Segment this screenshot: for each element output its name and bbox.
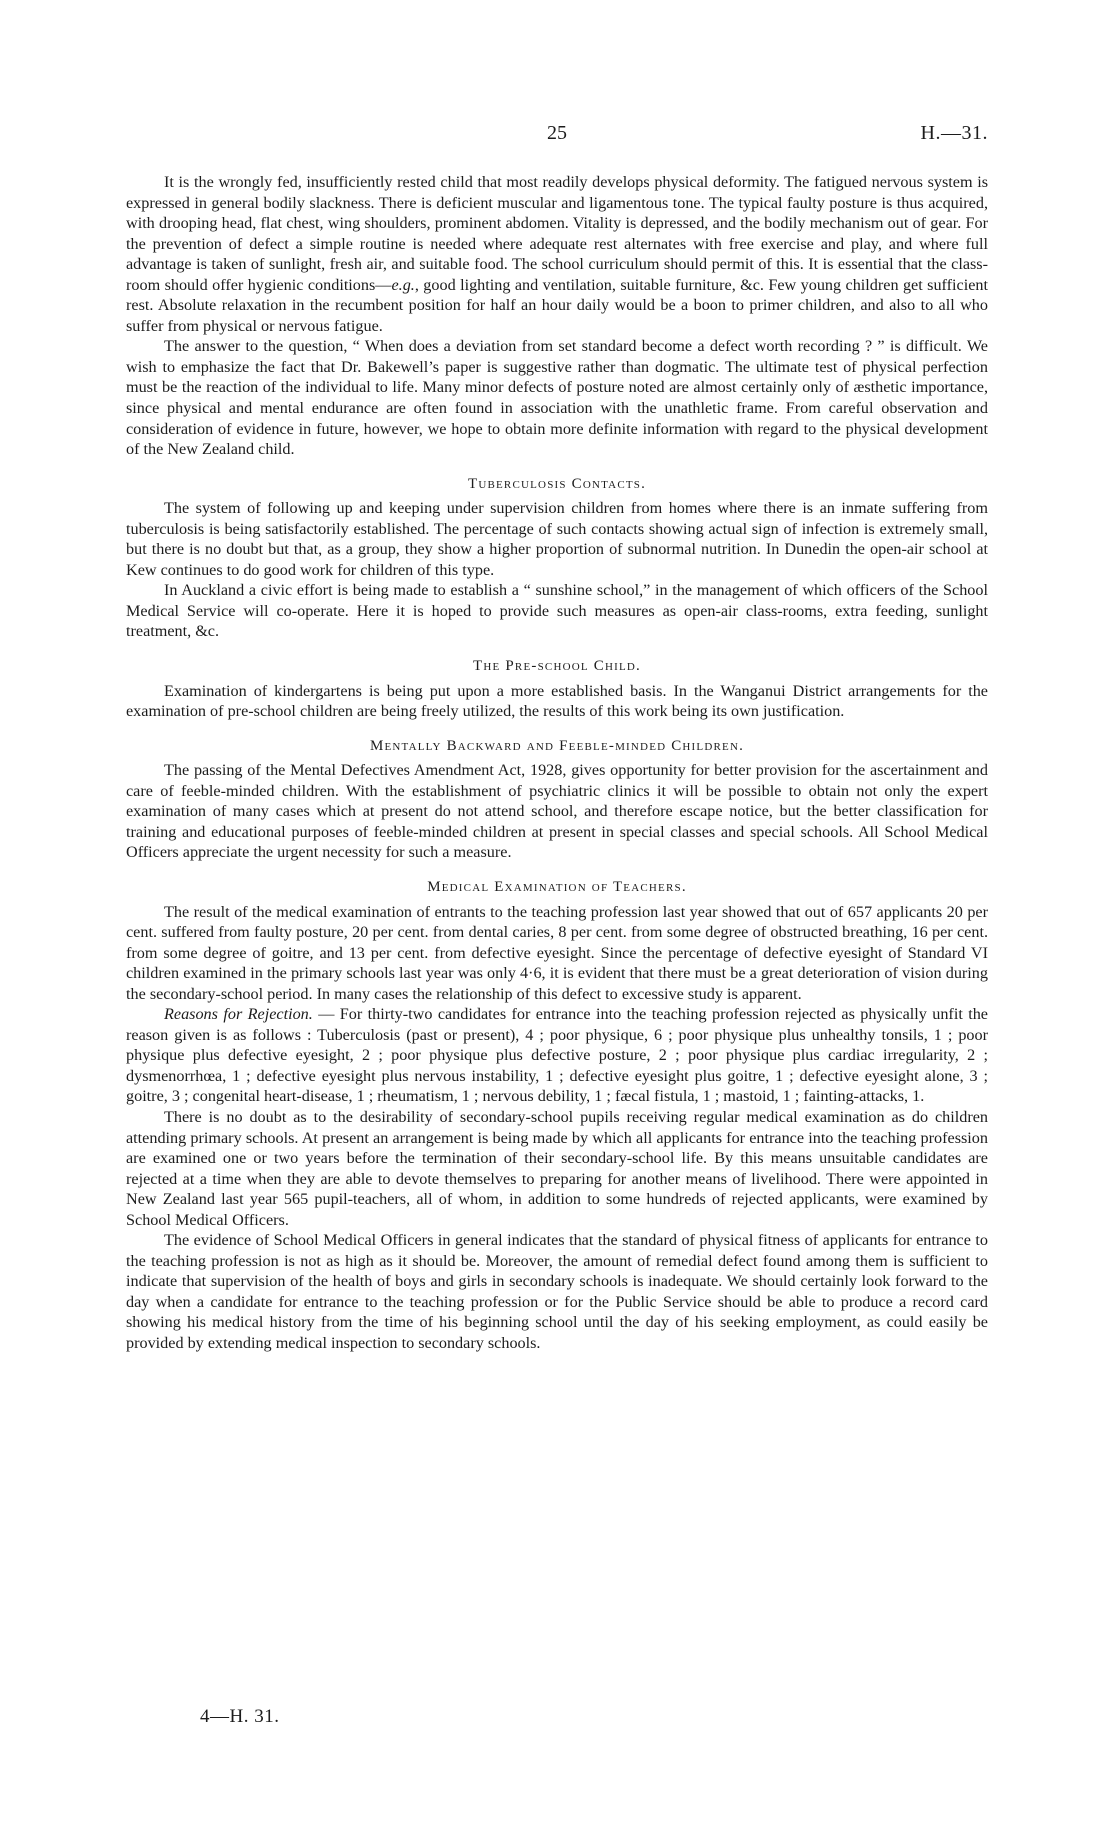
paragraph-secondary-school-examination: There is no doubt as to the desirability of secondary-school pupils receiving regular medical examination as do children attending primary schools. At present an arrangement is being made by which all applicants for entrance into the teaching profession are examined one or two years before the termination of their secondary-school life. By this means unsuitable candidates are rejected at a time when they are able to devote themselves to preparing for another means of livelihood. There were appointed in New Zealand last year 565 pupil-teachers, all of whom, in addition to some hundreds of rejected applicants, were examined by School Medical Officers.	[126, 1107, 988, 1229]
paragraph-posture-tail: , good lighting and ventilation, suitable furniture, &c. Few young children get sufficient rest. Absolute relaxation in the recumbent position for half an hour daily would be a boon to primer children, and also to all who suffer from physical or nervous fatigue.	[126, 275, 988, 335]
paragraph-reasons-for-rejection	[126, 1004, 988, 1107]
document-body	[126, 172, 988, 1354]
reasons-text: — For thirty-two candidates for entrance into the teaching profession rejected as physically unfit the reason given is as follows : Tuberculosis (past or present), 4 ; poor physique, 6 ; poor physique plus unhealthy tonsils, 1 ; poor physique plus defective eyesight, 2 ; poor physique plus defective posture, 2 ; poor physique plus cardiac irregularity, 2 ; dysmenorrhœa, 1 ; defective eyesight plus nervous instability, 1 ; defective eyesight plus goitre, 1 ; defective eyesight alone, 3 ; goitre, 3 ; congenital heart-disease, 1 ; rheumatism, 1 ; nervous debility, 1 ; fæcal fistula, 1 ; mastoid, 1 ; fainting-attacks, 1.	[126, 1005, 988, 1106]
eg-abbreviation: e.g.	[391, 275, 415, 294]
paragraph-kindergartens: Examination of kindergartens is being put upon a more established basis. In the Wanganui District arrangements for the examination of pre-school children are being freely utilized, the results of this work being its own justification.	[126, 681, 988, 721]
paragraph-examination-results: The result of the medical examination of entrants to the teaching profession last year showed that out of 657 applicants 20 per cent. suffered from faulty posture, 20 per cent. from dental caries, 8 per cent. from some degree of obstructed breathing, 16 per cent. from some degree of goitre, and 13 per cent. from defective eyesight. Since the percentage of defective eyesight of Standard VI children examined in the primary schools last year was only 4·6, it is evident that there must be a great deterioration of vision during the secondary-school period. In many cases the relationship of this defect to excessive study is apparent.	[126, 902, 988, 1003]
paragraph-posture-text: It is the wrongly fed, insufficiently rested child that most readily develops physical deformity. The fatigued nervous system is expressed in general bodily slackness. There is deficient muscular and ligamentous tone. The typical faulty posture is thus acquired, with drooping head, flat chest, wing shoulders, prominent abdomen. Vitality is depressed, and the bodily mechanism out of gear. For the prevention of defect a simple routine is needed where adequate rest alternates with free exercise and play, and where full advantage is taken of sunlight, fresh air, and suitable food. The school curriculum should permit of this. It is essential that the class-room should offer hygienic conditions—	[126, 173, 988, 294]
paragraph-mental-defectives-act: The passing of the Mental Defectives Amendment Act, 1928, gives opportunity for better provision for the ascertainment and care of feeble-minded children. With the establishment of psychiatric clinics it will be possible to obtain not only the expert examination of many cases which at present do not attend school, and therefore escape notice, but the better classification for training and educational purposes of feeble-minded children at present in special classes and special schools. All School Medical Officers appreciate the urgent necessity for such a measure.	[126, 761, 988, 862]
page-footer-signature: 4—H. 31.	[200, 1706, 280, 1727]
reasons-label: Reasons for Rejection.	[164, 1005, 313, 1024]
document-reference: H.—31.	[920, 122, 988, 144]
heading-medical-examination-teachers: Medical Examination of Teachers.	[427, 878, 687, 895]
paragraph-sunshine-school: In Auckland a civic effort is being made to establish a “ sunshine school,” in the management of which officers of the School Medical Service will co-operate. Here it is hoped to provide such measures as open-air class-rooms, extra feeding, sunlight treatment, &c.	[126, 581, 988, 641]
paragraph-tuberculosis-followup: The system of following up and keeping under supervision children from homes where there is an inmate suffering from tuberculosis is being satisfactorily established. The percentage of such contacts showing actual sign of infection is extremely small, but there is no doubt but that, as a group, they show a higher proportion of subnormal nutrition. In Dunedin the open-air school at Kew continues to do good work for children of this type.	[126, 499, 988, 579]
page-header	[126, 122, 988, 152]
paragraph-posture	[126, 172, 988, 336]
paragraph-physical-fitness-standard: The evidence of School Medical Officers in general indicates that the standard of physical fitness of applicants for entrance to the teaching profession is not as high as it should be. Moreover, the amount of remedial defect found among them is sufficient to indicate that supervision of the health of boys and girls in secondary schools is inadequate. We should certainly look forward to the day when a candidate for entrance to the teaching profession or for the Public Service should be able to produce a record card showing his medical history from the time of his beginning school until the day of his seeking employment, as could easily be provided by extending medical inspection to secondary schools.	[126, 1231, 988, 1352]
heading-tuberculosis-contacts: Tuberculosis Contacts.	[467, 475, 647, 492]
heading-mentally-backward: Mentally Backward and Feeble-minded Children.	[369, 737, 745, 754]
page-number: 25	[547, 122, 567, 144]
heading-pre-school-child: The Pre-school Child.	[473, 658, 641, 675]
paragraph-deviation: The answer to the question, “ When does a deviation from set standard become a defect worth recording ? ” is difficult. We wish to emphasize the fact that Dr. Bakewell’s paper is suggestive rather than dogmatic. The ultimate test of physical perfection must be the reaction of the individual to life. Many minor defects of posture noted are almost certainly only of æsthetic importance, since physical and mental endurance are often found in association with the unathletic frame. From careful observation and consideration of evidence in future, however, we hope to obtain more definite information with regard to the physical development of the New Zealand child.	[126, 337, 988, 459]
